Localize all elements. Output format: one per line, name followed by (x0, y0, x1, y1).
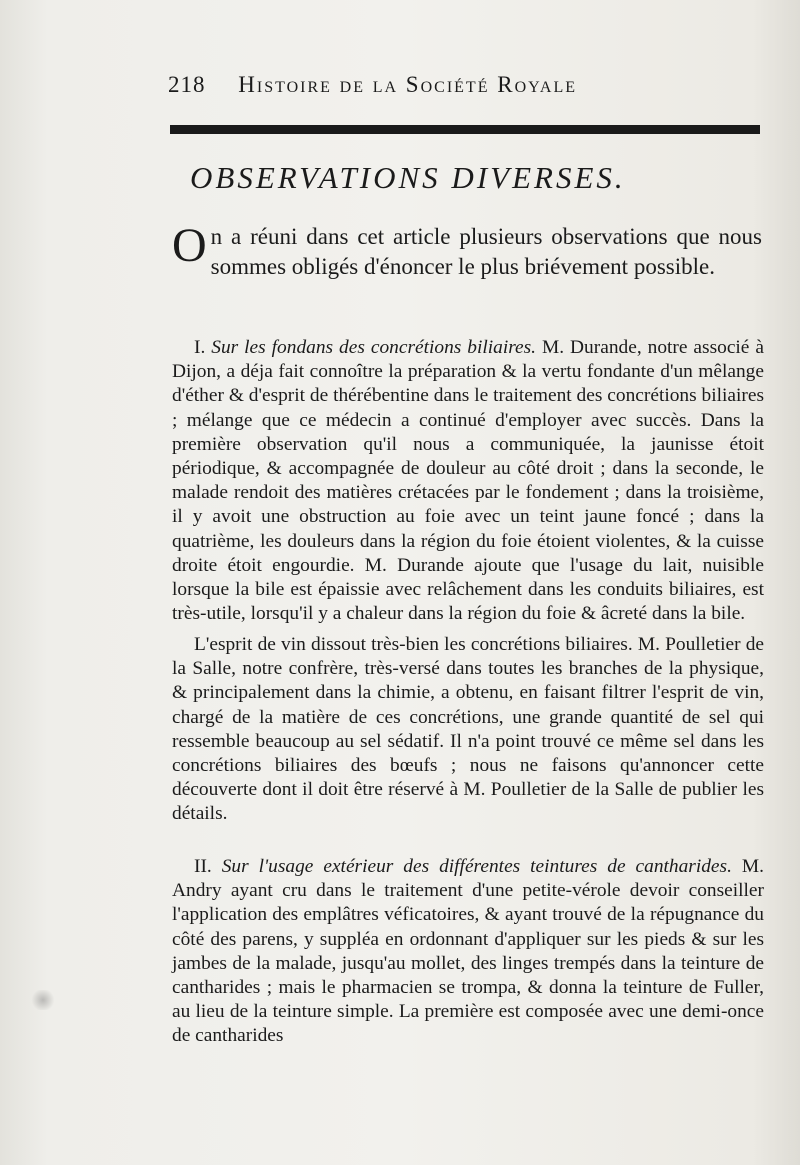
running-head (168, 72, 688, 102)
header-rule (170, 125, 760, 134)
paragraph-text: M. Durande, notre associé à Dijon, a déja fait connoître la préparation & la vertu fondante d'un mêlange d'éther & d'esprit de thérébentine dans le traitement des concrétions biliaires ; mélange que ce médecin a continué d'employer avec succès. Dans la première observation qu'il nous a communiquée, la jaunisse étoit périodique, & accompagnée de douleur au côté droit ; dans la seconde, le malade rendoit des matières crétacées par le fondement ; dans la troisième, il y avoit une obstruction au foie avec un teint jaune foncé ; dans la quatrième, les douleurs dans la région du foie étoient violentes, & la cuisse droite étoit engourdie. M. Durande ajoute que l'usage du lait, nuisible lorsque la bile est épaissie avec relâchement dans les conduits biliaires, est très-utile, lorsqu'il y a chaleur dans la région du foie & âcreté dans la bile. (172, 337, 764, 625)
paragraph-cantharides (172, 855, 764, 1049)
paragraph-heading: Sur les fondans des concrétions biliaires. (211, 337, 537, 358)
intro-paragraph (172, 219, 762, 282)
ink-smudge (30, 990, 56, 1010)
paragraph-text: L'esprit de vin dissout très-bien les concrétions biliaires. M. Poulletier de la Salle, notre confrère, très-versé dans toutes les branches de la physique, & principalement dans la chimie, a obtenu, en faisant filtrer l'esprit de vin, chargé de la matière de ces concrétions, une grande quantité de sel qui ressemble beaucoup au sel sédatif. Il n'a point trouvé ce même sel dans les concrétions biliaires des bœufs ; nous ne faisons qu'annoncer cette découverte dont il doit être réservé à M. Poulletier de la Salle de publier les détails. (172, 634, 764, 825)
paragraph-esprit-de-vin (172, 633, 764, 827)
page-number: 218 (168, 72, 206, 97)
paragraph-number: I. (194, 337, 212, 358)
running-title: Histoire de la Société Royale (238, 72, 577, 97)
intro-text: n a réuni dans cet article plusieurs observations que nous sommes obligés d'énoncer le plus briévement possible. (210, 224, 762, 279)
paragraph-number: II. (194, 856, 222, 877)
paragraph-heading: Sur l'usage extérieur des différentes teintures de cantharides. (221, 856, 732, 877)
drop-cap: O (172, 219, 207, 272)
paragraph-text: M. Andry ayant cru dans le traitement d'une petite-vérole devoir conseiller l'application des emplâtres véficatoires, & ayant trouvé de la répugnance du côté des parens, y suppléa en ordonnant d'appliquer sur les pieds & sur les jambes de la malade, jusqu'au mollet, des linges trempés dans la teinture de cantharides ; mais le pharmacien se trompa, & donna la teinture de Fuller, au lieu de la teinture simple. La première est composée avec une demi-once de cantharides (172, 856, 764, 1047)
paragraph-biliary-concretions (172, 336, 764, 626)
section-title: OBSERVATIONS DIVERSES. (190, 160, 626, 195)
